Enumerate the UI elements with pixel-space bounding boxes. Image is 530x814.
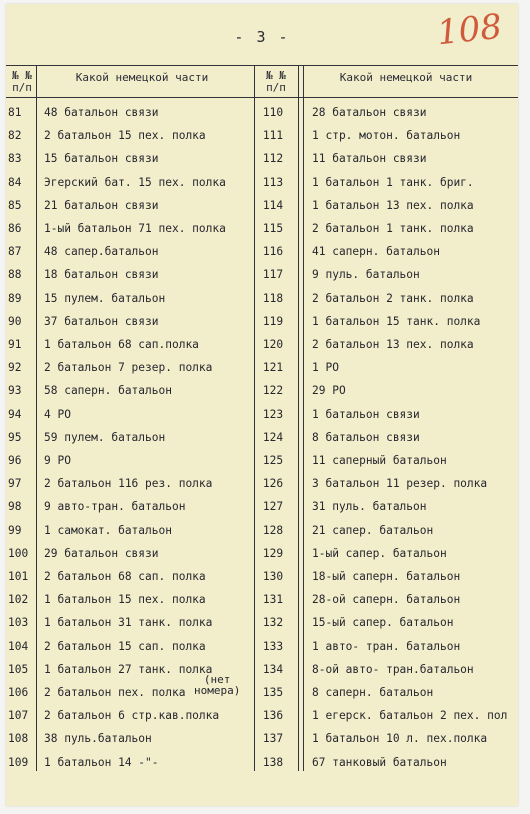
unit-name-right: 29 РО <box>312 384 346 398</box>
row-number-right: 127 <box>262 500 284 514</box>
table-row <box>6 496 518 519</box>
table-row <box>6 543 518 566</box>
row-number-left: 96 <box>8 454 22 467</box>
row-number-left: 93 <box>8 384 22 398</box>
row-number-right: 125 <box>262 454 284 467</box>
table-row <box>6 311 518 334</box>
row-number-right: 114 <box>262 198 284 212</box>
unit-name-right: 9 пуль. батальон <box>312 268 420 282</box>
table-row <box>6 450 518 473</box>
unit-name-right: 11 батальон связи <box>312 152 427 166</box>
table-row <box>6 102 518 125</box>
unit-name-right: 2 батальон 2 танк. полка <box>312 291 474 305</box>
table-row <box>6 125 518 148</box>
row-number-right: 134 <box>262 662 284 676</box>
row-number-right: 124 <box>262 430 284 444</box>
table-row <box>6 172 518 195</box>
unit-name-right: 1 батальон связи <box>312 407 420 421</box>
table-row <box>6 659 518 682</box>
row-number-right: 110 <box>262 106 284 119</box>
row-number-left: 109 <box>8 755 29 769</box>
row-number-right: 129 <box>262 546 284 560</box>
row-number-right: 120 <box>262 338 284 351</box>
unit-name-left: 2 батальон 68 сап. полка <box>44 570 206 583</box>
unit-name-right: 1 РО <box>312 361 339 375</box>
row-number-left: 94 <box>8 407 22 421</box>
unit-name-left: 1 батальон 27 танк. полка <box>44 662 213 676</box>
row-number-left: 83 <box>8 152 22 166</box>
row-number-right: 112 <box>262 152 284 166</box>
unit-name-left: 38 пуль.батальон <box>44 732 152 746</box>
row-number-right: 126 <box>262 477 284 491</box>
unit-name-right: 41 саперн. батальон <box>312 245 440 259</box>
row-number-left: 106 <box>8 686 29 699</box>
document-page <box>6 4 518 806</box>
table-row <box>6 380 518 403</box>
table-row <box>6 682 518 705</box>
unit-name-left: 15 пулем. батальон <box>44 291 166 305</box>
unit-name-right: 8-ой авто- тран.батальон <box>312 662 474 676</box>
row-number-right: 123 <box>262 407 284 421</box>
row-number-right: 132 <box>262 616 284 630</box>
row-number-left: 91 <box>8 338 22 351</box>
row-number-right: 133 <box>262 639 284 653</box>
unit-name-right: 1 егерск. батальон 2 пех. пол <box>312 709 508 723</box>
table-top-rule <box>6 65 518 66</box>
table-row <box>6 473 518 496</box>
row-number-left: 99 <box>8 523 22 537</box>
table-row <box>6 520 518 543</box>
table-row <box>6 288 518 311</box>
row-number-left: 85 <box>8 198 22 212</box>
unit-name-right: 8 саперн. батальон <box>312 686 434 699</box>
unit-name-left: 21 батальон связи <box>44 198 159 212</box>
table-row <box>6 427 518 450</box>
unit-name-right: 1-ый сапер. батальон <box>312 546 447 560</box>
row-number-left: 92 <box>8 361 22 375</box>
row-106-note: (нет номера) <box>194 673 241 697</box>
table-row <box>6 404 518 427</box>
table-row <box>6 357 518 380</box>
row-number-left: 103 <box>8 616 29 630</box>
table-row <box>6 218 518 241</box>
unit-name-right: 2 батальон 13 пех. полка <box>312 338 474 351</box>
header-unit-left: Какой немецкой части <box>75 71 209 84</box>
unit-name-left: 4 РО <box>44 407 71 421</box>
table-row <box>6 752 518 775</box>
row-number-left: 102 <box>8 593 29 607</box>
unit-name-right: 67 танковый батальон <box>312 755 447 769</box>
unit-name-left: 2 батальон 7 резер. полка <box>44 361 213 375</box>
table-row <box>6 589 518 612</box>
table-row <box>6 705 518 728</box>
table-row <box>6 636 518 659</box>
unit-name-left: 1 батальон 14 -"- <box>44 755 159 769</box>
unit-name-left: 48 сапер.батальон <box>44 245 159 259</box>
unit-name-right: 1 батальон 1 танк. бриг. <box>312 175 474 189</box>
row-number-right: 119 <box>262 314 284 328</box>
row-number-right: 138 <box>262 755 284 769</box>
unit-name-left: Эгерский бат. 15 пех. полка <box>44 175 226 189</box>
unit-name-right: 2 батальон 1 танк. полка <box>312 222 474 235</box>
row-number-right: 135 <box>262 686 284 699</box>
row-number-right: 116 <box>262 245 284 259</box>
unit-name-left: 48 батальон связи <box>44 106 159 119</box>
unit-name-left: 1-ый батальон 71 пех. полка <box>44 222 226 235</box>
unit-name-left: 37 батальон связи <box>44 314 159 328</box>
row-number-right: 137 <box>262 732 284 746</box>
unit-name-right: 1 батальон 15 танк. полка <box>312 314 481 328</box>
row-number-left: 101 <box>8 570 29 583</box>
table-row <box>6 612 518 635</box>
unit-name-right: 28 батальон связи <box>312 106 427 119</box>
unit-name-right: 1 стр. мотон. батальон <box>312 129 461 143</box>
table-row <box>6 148 518 171</box>
unit-name-left: 2 батальон 15 пех. полка <box>44 129 206 143</box>
unit-name-left: 59 пулем. батальон <box>44 430 166 444</box>
table-row <box>6 264 518 287</box>
unit-name-right: 15-ый сапер. батальон <box>312 616 454 630</box>
unit-name-right: 11 саперный батальон <box>312 454 447 467</box>
row-number-right: 136 <box>262 709 284 723</box>
table-row <box>6 728 518 751</box>
unit-name-left: 9 РО <box>44 454 71 467</box>
unit-name-left: 2 батальон 15 сап. полка <box>44 639 206 653</box>
unit-name-right: 21 сапер. батальон <box>312 523 434 537</box>
unit-name-right: 1 батальон 13 пех. полка <box>312 198 474 212</box>
row-number-left: 97 <box>8 477 22 491</box>
row-number-left: 104 <box>8 639 29 653</box>
row-number-right: 130 <box>262 570 284 583</box>
unit-name-left: 2 батальон пех. полка <box>44 686 186 699</box>
table-row <box>6 566 518 589</box>
unit-name-right: 3 батальон 11 резер. полка <box>312 477 488 491</box>
row-number-left: 95 <box>8 430 22 444</box>
unit-name-left: 29 батальон связи <box>44 546 159 560</box>
row-number-left: 87 <box>8 245 22 259</box>
header-number-left: № № п/п <box>12 69 32 94</box>
row-number-right: 122 <box>262 384 284 398</box>
unit-name-right: 18-ый саперн. батальон <box>312 570 461 583</box>
unit-name-left: 1 батальон 15 пех. полка <box>44 593 206 607</box>
row-number-left: 88 <box>8 268 22 282</box>
row-number-right: 111 <box>262 129 284 143</box>
unit-name-right: 1 батальон 10 л. пех.полка <box>312 732 488 746</box>
row-number-left: 98 <box>8 500 22 514</box>
unit-name-right: 8 батальон связи <box>312 430 420 444</box>
table-row <box>6 195 518 218</box>
unit-name-right: 1 авто- тран. батальон <box>312 639 461 653</box>
unit-name-left: 18 батальон связи <box>44 268 159 282</box>
row-number-right: 113 <box>262 175 284 189</box>
row-number-left: 82 <box>8 129 22 143</box>
unit-name-left: 1 батальон 31 танк. полка <box>44 616 213 630</box>
row-number-left: 108 <box>8 732 29 746</box>
unit-name-left: 2 батальон 116 рез. полка <box>44 477 213 491</box>
table-header-rule <box>6 97 518 98</box>
row-number-left: 100 <box>8 546 29 560</box>
unit-name-left: 1 батальон 68 сап.полка <box>44 338 199 351</box>
table-row <box>6 241 518 264</box>
row-number-right: 117 <box>262 268 284 282</box>
row-number-left: 105 <box>8 662 29 676</box>
row-number-left: 81 <box>8 106 22 119</box>
row-number-right: 128 <box>262 523 284 537</box>
row-number-right: 131 <box>262 593 284 607</box>
unit-name-left: 2 батальон 6 стр.кав.полка <box>44 709 220 723</box>
table-row <box>6 334 518 357</box>
row-number-left: 90 <box>8 314 22 328</box>
row-number-left: 86 <box>8 222 22 235</box>
unit-name-left: 58 саперн. батальон <box>44 384 172 398</box>
unit-name-right: 28-ой саперн. батальон <box>312 593 461 607</box>
header-number-right: № № п/п <box>266 69 286 94</box>
archive-page-number: 108 <box>435 6 504 54</box>
row-number-left: 89 <box>8 291 22 305</box>
row-number-left: 84 <box>8 175 22 189</box>
row-number-right: 115 <box>262 222 284 235</box>
unit-name-left: 9 авто-тран. батальон <box>44 500 186 514</box>
unit-name-left: 1 самокат. батальон <box>44 523 172 537</box>
row-number-right: 121 <box>262 361 284 375</box>
page-number: - 3 - <box>234 28 290 46</box>
header-unit-right: Какой немецкой части <box>339 71 473 84</box>
row-number-right: 118 <box>262 291 284 305</box>
row-number-left: 107 <box>8 709 29 723</box>
unit-name-left: 15 батальон связи <box>44 152 159 166</box>
unit-name-right: 31 пуль. батальон <box>312 500 427 514</box>
